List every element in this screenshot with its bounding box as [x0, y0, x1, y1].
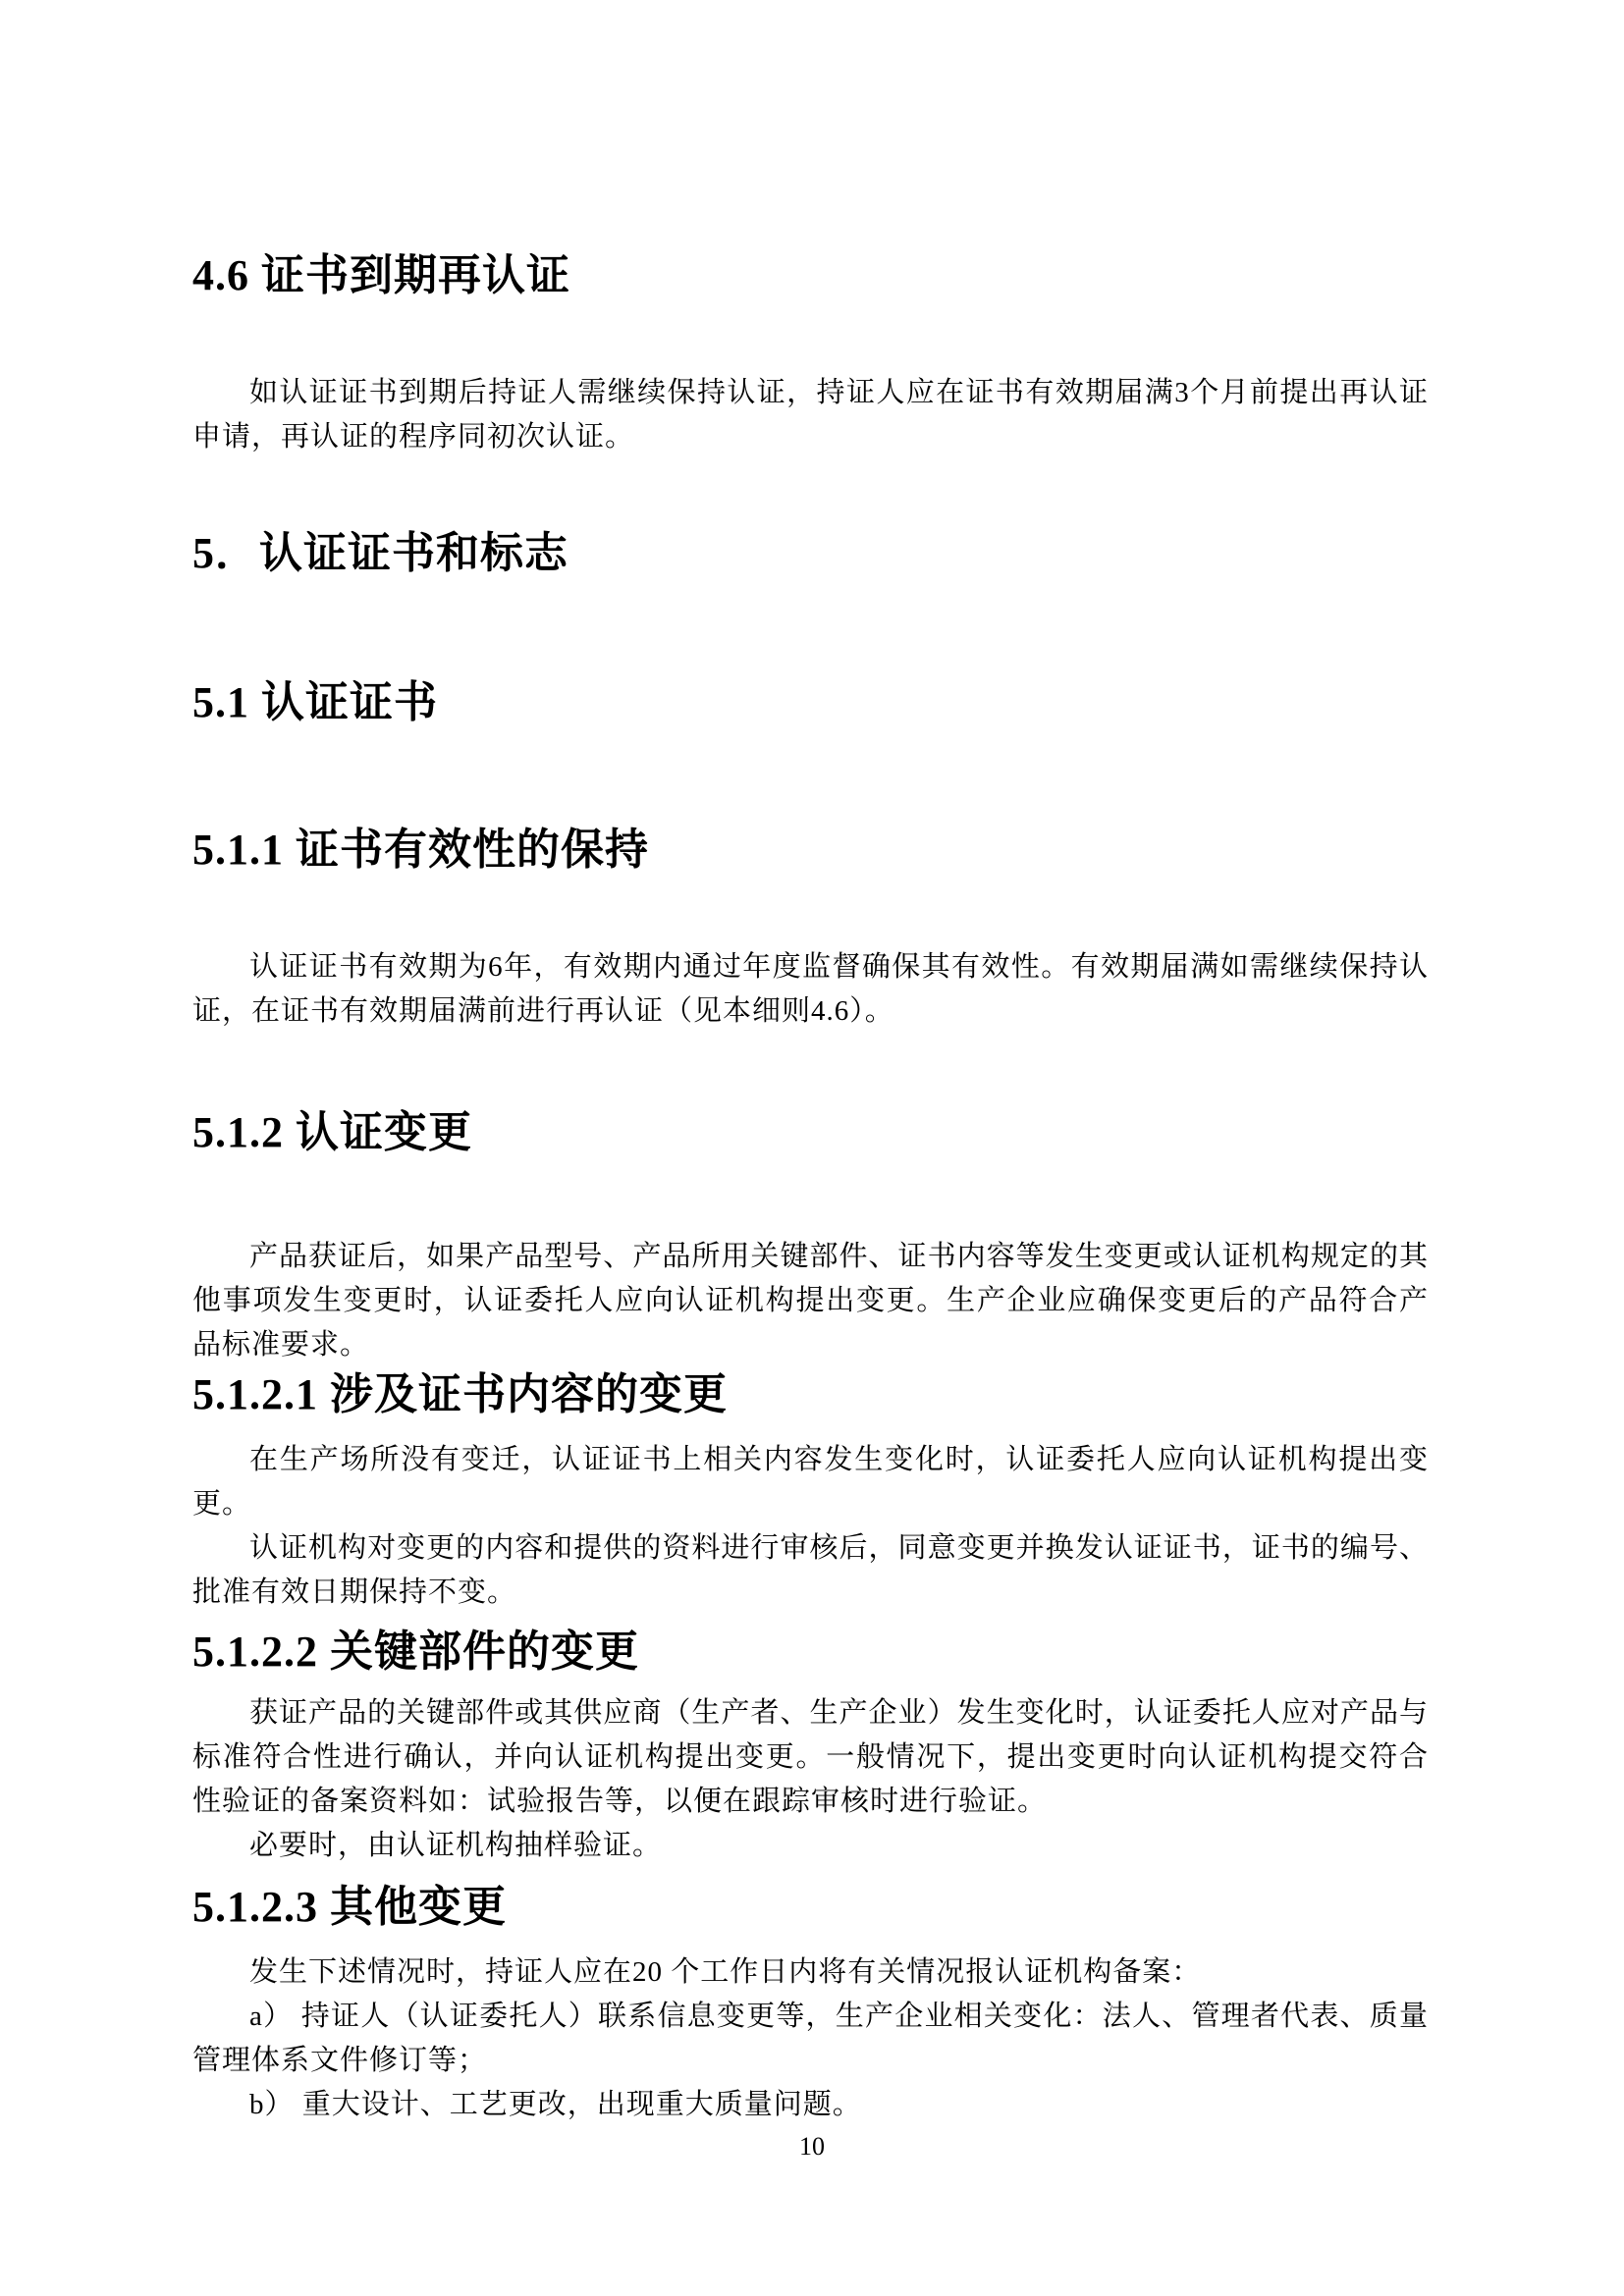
heading-5-1-2-2-key-components-change: 5.1.2.2 关键部件的变更: [192, 1628, 639, 1676]
heading-5-1-2-certification-change: 5.1.2 认证变更: [192, 1108, 472, 1156]
paragraph-5-1-1: 认证证书有效期为6年，有效期内通过年度监督确保其有效性。有效期届满如需继续保持认证，在证书有效期届满前进行再认证（见本细则4.6）。: [192, 951, 1429, 1027]
paragraph-5-1-2: 产品获证后，如果产品型号、产品所用关键部件、证书内容等发生变更或认证机构规定的其他事项发生变更时，认证委托人应向认证机构提出变更。生产企业应确保变更后的产品符合产品标准要求。: [192, 1241, 1429, 1361]
heading-5-certificate-and-mark: 5．认证证书和标志: [192, 529, 568, 577]
heading-4-6-certificate-renewal: 4.6 证书到期再认证: [192, 251, 570, 299]
list-item-a: a） 持证人（认证委托人）联系信息变更等，生产企业相关变化：法人、管理者代表、质量管理体系文件修订等；: [192, 2001, 1429, 2076]
paragraph-5-1-2-1-second: 认证机构对变更的内容和提供的资料进行审核后，同意变更并换发认证证书，证书的编号、批准有效日期保持不变。: [192, 1532, 1429, 1608]
list-item-b: b） 重大设计、工艺更改，出现重大质量问题。: [249, 2089, 862, 2120]
heading-5-1-2-3-other-changes: 5.1.2.3 其他变更: [192, 1883, 507, 1931]
paragraph-5-1-2-2-second: 必要时，由认证机构抽样验证。: [249, 1830, 663, 1861]
heading-5-1-certificate: 5.1 认证证书: [192, 678, 438, 726]
paragraph-5-1-2-3-intro: 发生下述情况时，持证人应在20 个工作日内将有关情况报认证机构备案：: [249, 1956, 1202, 1988]
page-number: 10: [799, 2132, 825, 2161]
paragraph-5-1-2-1-first: 在生产场所没有变迁，认证证书上相关内容发生变化时，认证委托人应向认证机构提出变更。: [192, 1444, 1429, 1520]
paragraph-4-6: 如认证证书到期后持证人需继续保持认证，持证人应在证书有效期届满3个月前提出再认证申请，再认证的程序同初次认证。: [192, 377, 1429, 453]
heading-5-1-1-validity-maintenance: 5.1.1 证书有效性的保持: [192, 826, 649, 874]
heading-5-1-2-1-certificate-content-change: 5.1.2.1 涉及证书内容的变更: [192, 1370, 728, 1418]
paragraph-5-1-2-2-first: 获证产品的关键部件或其供应商（生产者、生产企业）发生变化时，认证委托人应对产品与标准符合性进行确认，并向认证机构提出变更。一般情况下，提出变更时向认证机构提交符合性验证的备案资料如：试验报告等，以便在跟踪审核时进行验证。: [192, 1697, 1429, 1817]
